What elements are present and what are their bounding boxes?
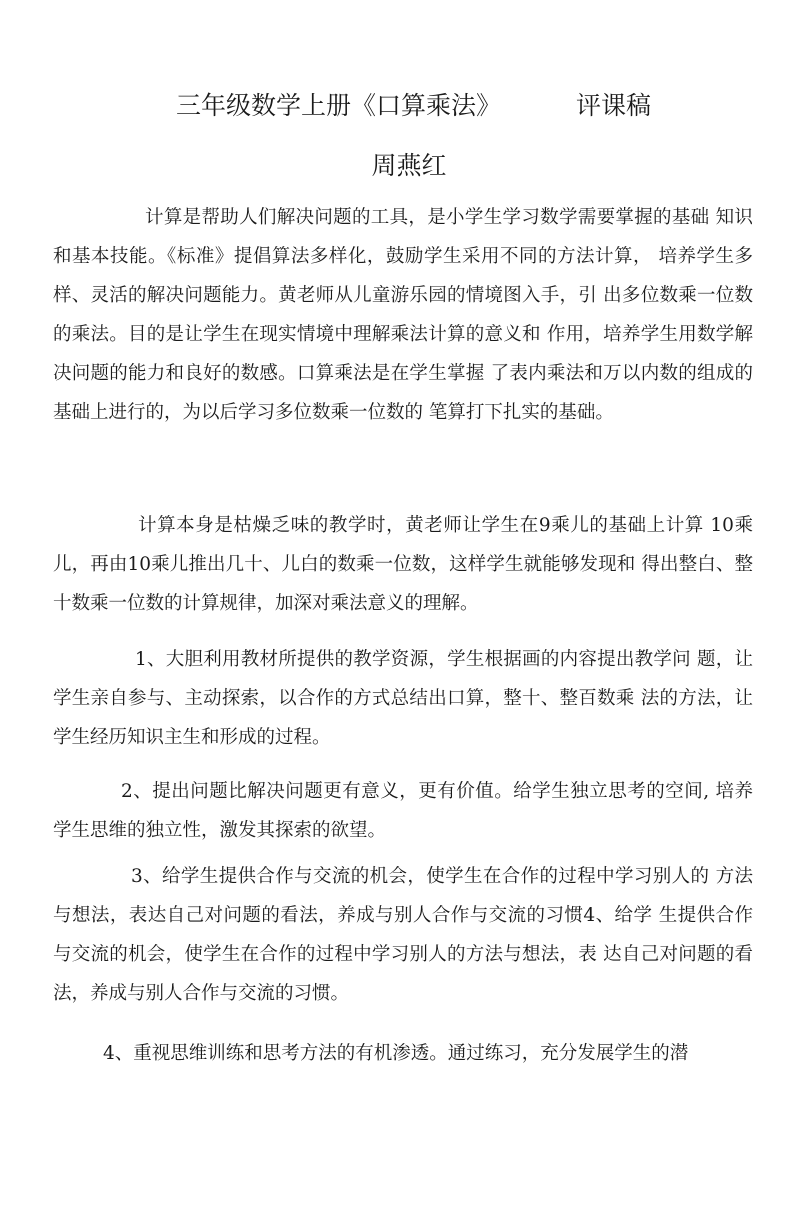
paragraph-1: 计算是帮助人们解决问题的工具，是小学生学习数学需要掌握的基础 知识和基本技能。《标准》提倡算法多样化，鼓励学生采用不同的方法计算， 培养学生多样、灵活的解决问题能力。黄老师从儿童游乐园的情境图入手，引 出多位数乘一位数的乘法。目的是让学生在现实情境中理解乘法计算的意义和 作用，培养学生用数学解决问题的能力和良好的数感。口算乘法是在学生掌握 了表内乘法和万以内数的组成的基础上进行的，为以后学习多位数乘一位数的 笔算打下扎实的基础。 (53, 207, 753, 423)
paragraph-6: 4、重视思维训练和思考方法的有机渗透。通过练习，充分发展学生的潜 (103, 1043, 689, 1064)
paragraph-4: 2、提出问题比解决问题更有意义，更有价值。给学生独立思考的空间, 培养学生思维的独立性，激发其探索的欲望。 (53, 781, 753, 841)
paragraph-2: 计算本身是枯燥乏味的教学时，黄老师让学生在9乘儿的基础上计算 10乘儿，再由10乘儿推出几十、儿白的数乘一位数，这样学生就能够发现和 得出整白、整十数乘一位数的计算规律，加深对乘法意义的理解。 (53, 515, 753, 614)
title-suffix: 评课稿 (576, 91, 652, 120)
document-title (0, 86, 800, 126)
paragraph-3: 1、大胆利用教材所提供的教学资源，学生根据画的内容提出教学问 题，让学生亲自参与、主动探索，以合作的方式总结出口算，整十、整百数乘 法的方法，让学生经历知识主生和形成的过程。 (53, 649, 753, 748)
title-main: 三年级数学上册《口算乘法》 (176, 91, 502, 120)
author-name: 周燕红 (371, 151, 447, 180)
paragraph-5: 3、给学生提供合作与交流的机会，使学生在合作的过程中学习别人的 方法与想法，表达自己对问题的看法，养成与别人合作与交流的习惯4、给学 生提供合作与交流的机会，使学生在合作的过程中学习别人的方法与想法，表 达自己对问题的看法，养成与别人合作与交流的习惯。 (53, 866, 753, 1004)
